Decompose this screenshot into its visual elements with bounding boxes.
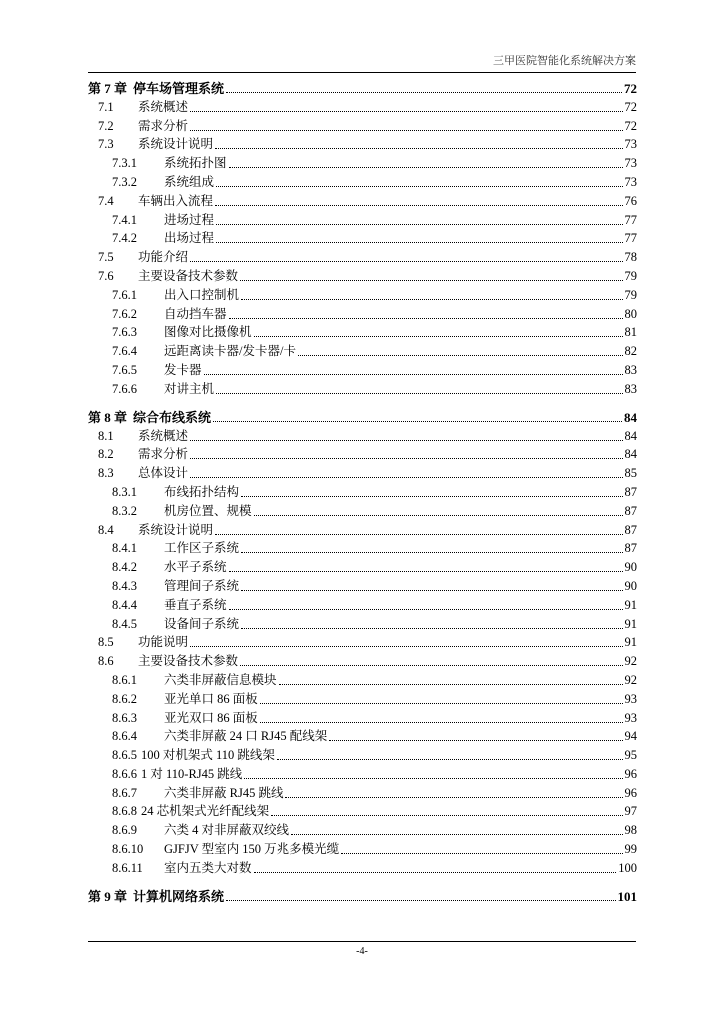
toc-entry-title: 需求分析: [138, 118, 189, 133]
toc-entry-number: 8.3.1: [112, 484, 137, 499]
toc-entry-title: 管理间子系统: [164, 578, 240, 593]
toc-entry-title: 停车场管理系统: [133, 81, 225, 96]
dot-leader: [254, 872, 617, 873]
toc-entry-page: 93: [624, 691, 637, 706]
toc-entry[interactable]: [88, 190, 637, 209]
toc-entry-number: 7.1: [98, 99, 114, 114]
toc-entry[interactable]: [88, 688, 637, 707]
dot-leader: [213, 421, 622, 422]
toc-entry-title: 六类非屏蔽 24 口 RJ45 配线架: [164, 729, 328, 744]
toc-entry-number: 7.6.5: [112, 362, 137, 377]
toc-entry-title: 主要设备技术参数: [138, 654, 239, 669]
toc-entry-number: 8.6.5: [112, 748, 137, 763]
footer-rule: [88, 941, 636, 942]
toc-entry-page: 79: [624, 287, 637, 302]
toc-entry-page: 81: [624, 325, 637, 340]
toc-entry[interactable]: [88, 303, 637, 322]
toc-entry-page: 82: [624, 344, 637, 359]
toc-entry-page: 87: [624, 484, 637, 499]
toc-entry-number: 7.6.6: [112, 381, 137, 396]
toc-entry[interactable]: [88, 481, 637, 500]
toc-entry[interactable]: [88, 246, 637, 265]
toc-entry-page: 90: [624, 578, 637, 593]
toc-entry-page: 92: [624, 654, 637, 669]
toc-entry[interactable]: [88, 519, 637, 538]
toc-entry-page: 87: [624, 503, 637, 518]
dot-leader: [190, 130, 622, 131]
toc-entry-page: 73: [624, 156, 637, 171]
dot-leader: [271, 815, 622, 816]
toc-entry-page: 91: [624, 597, 637, 612]
toc-entry-number: 8.6.4: [112, 729, 137, 744]
toc-entry-page: 93: [624, 710, 637, 725]
toc-entry-title: 亚光单口 86 面板: [164, 691, 258, 706]
toc-entry[interactable]: [88, 359, 637, 378]
dot-leader: [216, 393, 622, 394]
toc-chapter-entry[interactable]: [88, 404, 637, 425]
toc-entry-page: 80: [624, 306, 637, 321]
toc-entry-number: 7.3.2: [112, 174, 137, 189]
toc-entry-title: 车辆出入流程: [138, 193, 214, 208]
dot-leader: [329, 740, 622, 741]
dot-leader: [226, 900, 615, 901]
toc-entry[interactable]: [88, 632, 637, 651]
toc-entry[interactable]: [88, 801, 637, 820]
dot-leader: [241, 552, 622, 553]
toc-entry-number: 7.6.2: [112, 306, 137, 321]
toc-entry-title: 机房位置、规模: [164, 503, 252, 518]
toc-entry-page: 76: [624, 193, 637, 208]
toc-entry-page: 84: [624, 409, 637, 425]
toc-chapter-entry[interactable]: [88, 883, 637, 904]
toc-entry-number: 8.4.1: [112, 541, 137, 556]
toc-entry-title: 系统组成: [164, 174, 215, 189]
toc-entry-title: 100 对机架式 110 跳线架: [141, 748, 275, 763]
toc-entry-page: 87: [624, 541, 637, 556]
toc-entry-title: 远距离读卡器/发卡器/卡: [164, 344, 296, 359]
toc-entry-page: 92: [624, 672, 637, 687]
toc-entry[interactable]: [88, 594, 637, 613]
dot-leader: [240, 665, 622, 666]
toc-entry-number: 8.3.2: [112, 503, 137, 518]
toc-entry-title: 系统设计说明: [138, 137, 214, 152]
toc-entry-number: 7.6.1: [112, 287, 137, 302]
toc-entry[interactable]: [88, 538, 637, 557]
toc-entry-title: 六类非屏蔽 RJ45 跳线: [164, 785, 284, 800]
toc-entry-number: 8.6.7: [112, 785, 137, 800]
toc-entry-number: 8.6.2: [112, 691, 137, 706]
dot-leader: [241, 628, 622, 629]
dot-leader: [341, 853, 622, 854]
toc-entry[interactable]: [88, 462, 637, 481]
toc-entry-title: 布线拓扑结构: [164, 484, 240, 499]
toc-entry[interactable]: [88, 650, 637, 669]
toc-entry-number: 8.4.5: [112, 616, 137, 631]
toc-entry-title: 功能说明: [138, 635, 189, 650]
dot-leader: [260, 703, 623, 704]
toc-entry-page: 94: [624, 729, 637, 744]
dot-leader: [298, 355, 623, 356]
toc-entry-page: 83: [624, 362, 637, 377]
toc-entry[interactable]: [88, 340, 637, 359]
toc-entry-number: 8.6.8: [112, 804, 137, 819]
toc-entry-page: 72: [624, 118, 637, 133]
toc-entry-title: 功能介绍: [138, 250, 189, 265]
toc-entry-page: 73: [624, 137, 637, 152]
dot-leader: [244, 778, 622, 779]
toc-entry-title: 总体设计: [138, 466, 189, 481]
toc-entry-page: 77: [624, 212, 637, 227]
dot-leader: [190, 111, 622, 112]
toc-entry-title: 系统设计说明: [138, 522, 214, 537]
dot-leader: [279, 684, 623, 685]
dot-leader: [190, 477, 622, 478]
toc-entry-page: 98: [624, 823, 637, 838]
toc-entry-title: GJFJV 型室内 150 万兆多模光缆: [164, 842, 340, 857]
toc-entry[interactable]: [88, 726, 637, 745]
dot-leader: [241, 496, 622, 497]
toc-entry-number: 8.6.9: [112, 823, 137, 838]
toc-entry-number: 8.2: [98, 447, 114, 462]
toc-entry-title: 六类 4 对非屏蔽双绞线: [164, 823, 290, 838]
page-number: -4-: [356, 946, 368, 957]
header-rule: [88, 72, 636, 73]
toc-entry[interactable]: [88, 744, 637, 763]
toc-entry-title: 对讲主机: [164, 381, 215, 396]
toc-entry-title: 设备间子系统: [164, 616, 240, 631]
toc-entry[interactable]: [88, 782, 637, 801]
toc-entry-number: 第 7 章: [88, 81, 128, 96]
toc-entry-number: 8.6.3: [112, 710, 137, 725]
dot-leader: [190, 261, 622, 262]
toc-entry[interactable]: [88, 425, 637, 444]
dot-leader: [216, 186, 622, 187]
toc-entry-number: 7.6: [98, 268, 114, 283]
toc-entry-title: 进场过程: [164, 212, 215, 227]
toc-entry-page: 84: [624, 447, 637, 462]
toc-entry-title: 图像对比摄像机: [164, 325, 252, 340]
toc-entry-page: 87: [624, 522, 637, 537]
toc-entry[interactable]: [88, 763, 637, 782]
toc-entry-page: 78: [624, 250, 637, 265]
toc-entry-page: 91: [624, 635, 637, 650]
toc-entry-number: 7.3.1: [112, 156, 137, 171]
toc-entry-page: 101: [617, 888, 637, 904]
dot-leader: [204, 374, 623, 375]
toc-entry-title: 出场过程: [164, 231, 215, 246]
toc-entry-page: 96: [624, 785, 637, 800]
toc-entry[interactable]: [88, 171, 637, 190]
toc-entry[interactable]: [88, 613, 637, 632]
toc-entry-page: 84: [624, 428, 637, 443]
toc-entry-number: 8.3: [98, 466, 114, 481]
toc-entry-title: 主要设备技术参数: [138, 268, 239, 283]
table-of-contents: [88, 74, 637, 904]
toc-entry-page: 77: [624, 231, 637, 246]
toc-entry-number: 8.4.3: [112, 578, 137, 593]
toc-entry-title: 出入口控制机: [164, 287, 240, 302]
toc-entry-page: 91: [624, 616, 637, 631]
dot-leader: [216, 224, 622, 225]
toc-entry-title: 自动挡车器: [164, 306, 227, 321]
toc-entry-number: 8.4.4: [112, 597, 137, 612]
toc-entry-title: 亚光双口 86 面板: [164, 710, 258, 725]
toc-entry-number: 7.4.2: [112, 231, 137, 246]
toc-entry-number: 7.5: [98, 250, 114, 265]
toc-entry-title: 室内五类大对数: [164, 860, 252, 875]
toc-entry-title: 系统拓扑图: [164, 156, 227, 171]
dot-leader: [190, 440, 622, 441]
toc-entry[interactable]: [88, 209, 637, 228]
dot-leader: [190, 458, 622, 459]
dot-leader: [229, 571, 623, 572]
toc-entry[interactable]: [88, 819, 637, 838]
toc-entry-title: 系统概述: [138, 99, 189, 114]
toc-entry-page: 79: [624, 268, 637, 283]
toc-entry-number: 8.5: [98, 635, 114, 650]
toc-entry-page: 85: [624, 466, 637, 481]
dot-leader: [226, 92, 622, 93]
toc-entry[interactable]: [88, 134, 637, 153]
toc-entry[interactable]: [88, 322, 637, 341]
toc-entry-page: 99: [624, 842, 637, 857]
dot-leader: [215, 205, 622, 206]
toc-entry-number: 8.6: [98, 654, 114, 669]
toc-entry[interactable]: [88, 152, 637, 171]
toc-entry-number: 7.4.1: [112, 212, 137, 227]
toc-entry-page: 73: [624, 174, 637, 189]
toc-entry-number: 8.1: [98, 428, 114, 443]
toc-entry-title: 24 芯机架式光纤配线架: [141, 804, 270, 819]
dot-leader: [240, 280, 622, 281]
toc-entry-title: 发卡器: [164, 362, 202, 377]
toc-entry-number: 8.6.10: [112, 842, 144, 857]
toc-entry-number: 7.2: [98, 118, 114, 133]
toc-entry-number: 8.6.6: [112, 766, 137, 781]
dot-leader: [254, 515, 623, 516]
toc-entry-title: 工作区子系统: [164, 541, 240, 556]
running-header: 三甲医院智能化系统解决方案: [493, 55, 636, 67]
dot-leader: [190, 646, 622, 647]
toc-entry-title: 综合布线系统: [133, 409, 212, 425]
toc-entry-number: 7.4: [98, 193, 114, 208]
toc-entry[interactable]: [88, 707, 637, 726]
dot-leader: [215, 534, 622, 535]
toc-entry-number: 8.6.1: [112, 672, 137, 687]
toc-entry[interactable]: [88, 96, 637, 115]
dot-leader: [260, 722, 623, 723]
toc-entry-page: 72: [624, 81, 637, 96]
dot-leader: [216, 242, 622, 243]
dot-leader: [229, 609, 623, 610]
toc-entry-number: 8.6.11: [112, 860, 143, 875]
toc-entry-page: 90: [624, 560, 637, 575]
toc-entry-number: 第 9 章: [88, 888, 128, 904]
toc-entry-title: 计算机网络系统: [133, 888, 225, 904]
toc-entry[interactable]: [88, 228, 637, 247]
toc-entry-number: 7.6.4: [112, 344, 137, 359]
toc-entry[interactable]: [88, 115, 637, 134]
toc-entry-title: 六类非屏蔽信息模块: [164, 672, 277, 687]
toc-entry[interactable]: [88, 669, 637, 688]
toc-entry-title: 1 对 110-RJ45 跳线: [141, 766, 243, 781]
dot-leader: [254, 336, 623, 337]
dot-leader: [241, 590, 622, 591]
toc-entry[interactable]: [88, 857, 637, 876]
toc-entry-number: 8.4: [98, 522, 114, 537]
toc-entry[interactable]: [88, 556, 637, 575]
toc-entry[interactable]: [88, 265, 637, 284]
toc-entry[interactable]: [88, 284, 637, 303]
toc-entry[interactable]: [88, 838, 637, 857]
toc-entry[interactable]: [88, 444, 637, 463]
dot-leader: [285, 797, 622, 798]
toc-chapter-entry[interactable]: [88, 74, 637, 96]
toc-entry[interactable]: [88, 378, 637, 397]
toc-entry[interactable]: [88, 575, 637, 594]
toc-entry-page: 97: [624, 804, 637, 819]
dot-leader: [291, 834, 622, 835]
dot-leader: [229, 167, 623, 168]
toc-entry-number: 7.6.3: [112, 325, 137, 340]
dot-leader: [229, 318, 623, 319]
toc-entry-title: 水平子系统: [164, 560, 227, 575]
toc-entry-number: 7.3: [98, 137, 114, 152]
dot-leader: [277, 759, 623, 760]
toc-entry-page: 83: [624, 381, 637, 396]
toc-entry-title: 垂直子系统: [164, 597, 227, 612]
toc-entry[interactable]: [88, 500, 637, 519]
dot-leader: [241, 299, 622, 300]
toc-entry-page: 100: [618, 860, 637, 875]
toc-entry-title: 系统概述: [138, 428, 189, 443]
toc-entry-page: 72: [624, 99, 637, 114]
toc-entry-page: 95: [624, 748, 637, 763]
dot-leader: [215, 148, 622, 149]
toc-entry-number: 第 8 章: [88, 409, 128, 425]
toc-entry-page: 96: [624, 766, 637, 781]
toc-entry-title: 需求分析: [138, 447, 189, 462]
toc-entry-number: 8.4.2: [112, 560, 137, 575]
